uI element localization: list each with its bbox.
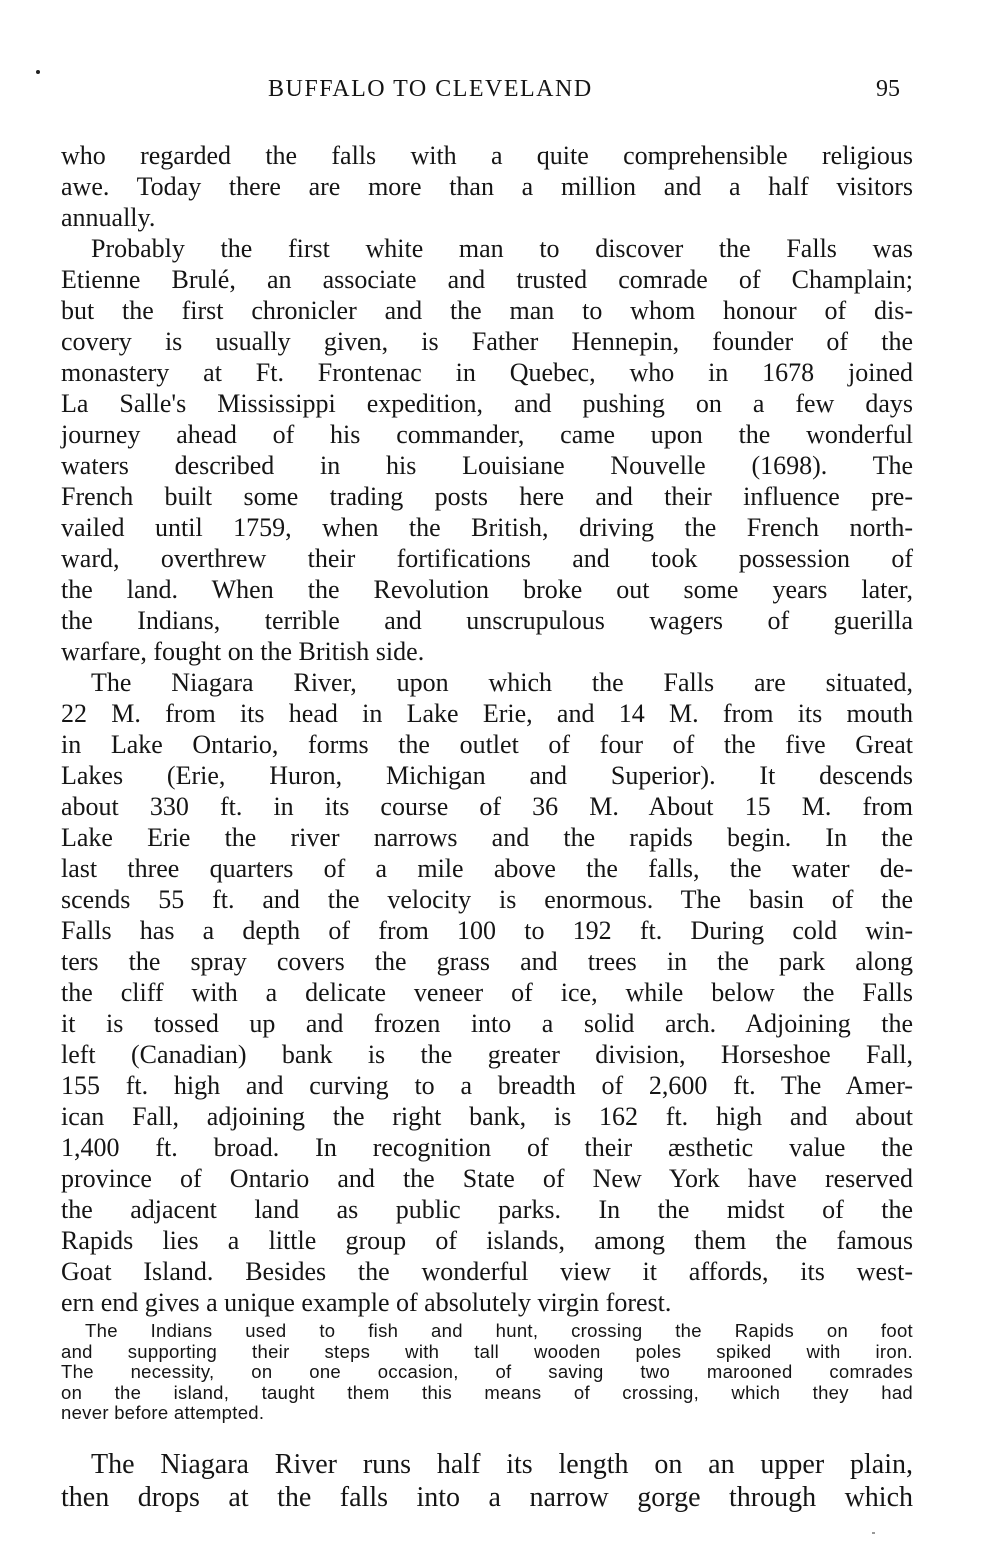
text-line: 22 M. from its head in Lake Erie, and 14 M. from its mouth bbox=[61, 699, 913, 728]
small-print-line: and supporting their steps with tall wooden poles spiked with iron. bbox=[61, 1340, 913, 1362]
text-line: in Lake Ontario, forms the outlet of four of the five Great bbox=[61, 730, 913, 759]
continuation-text-block bbox=[61, 1448, 913, 1514]
text-line: the cliff with a delicate veneer of ice, while below the Falls bbox=[61, 978, 913, 1007]
small-print-line: never before attempted. bbox=[61, 1402, 265, 1423]
text-line: ern end gives a unique example of absolutely virgin forest. bbox=[61, 1288, 672, 1317]
text-line: scends 55 ft. and the velocity is enormous. The basin of the bbox=[61, 885, 913, 914]
text-line: the land. When the Revolution broke out some years later, bbox=[61, 575, 913, 604]
text-line: about 330 ft. in its course of 36 M. About 15 M. from bbox=[61, 792, 913, 821]
text-line: The Niagara River, upon which the Falls are situated, bbox=[91, 668, 913, 697]
small-print-line: The necessity, on one occasion, of saving two marooned comrades bbox=[61, 1361, 913, 1382]
text-line: monastery at Ft. Frontenac in Quebec, who in 1678 joined bbox=[61, 358, 913, 387]
text-line: waters described in his Louisiane Nouvelle (1698). The bbox=[61, 451, 913, 480]
text-line: Goat Island. Besides the wonderful view it affords, its west- bbox=[61, 1257, 913, 1286]
text-line: French built some trading posts here and their influence pre- bbox=[61, 482, 913, 511]
text-line: The Niagara River runs half its length on an upper plain, bbox=[91, 1449, 913, 1480]
small-print-block bbox=[61, 1321, 913, 1424]
text-line: the adjacent land as public parks. In the midst of the bbox=[61, 1195, 913, 1224]
text-line: Etienne Brulé, an associate and trusted comrade of Champlain; bbox=[61, 265, 913, 294]
text-line: it is tossed up and frozen into a solid arch. Adjoining the bbox=[61, 1009, 913, 1038]
text-line: ican Fall, adjoining the right bank, is 162 ft. high and about bbox=[61, 1102, 913, 1131]
text-line: Lake Erie the river narrows and the rapids begin. In the bbox=[61, 823, 913, 852]
text-line: ward, overthrew their fortifications and took possession of bbox=[61, 544, 913, 573]
text-line: but the first chronicler and the man to whom honour of dis- bbox=[61, 296, 913, 325]
text-line: Falls has a depth of from 100 to 192 ft. During cold win- bbox=[61, 916, 913, 945]
text-line: warfare, fought on the British side. bbox=[61, 637, 425, 666]
running-title: BUFFALO TO CLEVELAND bbox=[268, 76, 593, 102]
main-text-block bbox=[61, 140, 913, 1318]
text-line: 1,400 ft. broad. In recognition of their æsthetic value the bbox=[61, 1133, 913, 1162]
text-line: awe. Today there are more than a million and a half visitors bbox=[61, 172, 913, 201]
text-line: then drops at the falls into a narrow gorge through which bbox=[61, 1482, 913, 1513]
text-line: last three quarters of a mile above the falls, the water de- bbox=[61, 854, 913, 883]
text-line: 155 ft. high and curving to a breadth of 2,600 ft. The Amer- bbox=[61, 1071, 913, 1100]
page-number: 95 bbox=[876, 76, 900, 102]
text-line: vailed until 1759, when the British, driving the French north- bbox=[61, 513, 913, 542]
text-line: La Salle's Mississippi expedition, and pushing on a few days bbox=[61, 389, 913, 418]
text-line: who regarded the falls with a quite comprehensible religious bbox=[61, 141, 913, 170]
print-speck bbox=[872, 1532, 875, 1534]
small-print-line: on the island, taught them this means of crossing, which they had bbox=[61, 1381, 913, 1403]
text-line: left (Canadian) bank is the greater division, Horseshoe Fall, bbox=[61, 1040, 913, 1069]
text-line: province of Ontario and the State of New York have reserved bbox=[61, 1164, 913, 1193]
text-line: journey ahead of his commander, came upon the wonderful bbox=[61, 420, 913, 449]
text-line: covery is usually given, is Father Hennepin, founder of the bbox=[61, 327, 913, 356]
text-line: ters the spray covers the grass and trees in the park along bbox=[61, 947, 913, 976]
small-print-line: The Indians used to fish and hunt, crossing the Rapids on foot bbox=[85, 1320, 913, 1341]
text-line: Rapids lies a little group of islands, among them the famous bbox=[61, 1226, 913, 1255]
text-line: Probably the first white man to discover the Falls was bbox=[91, 234, 913, 263]
text-line: annually. bbox=[61, 203, 156, 232]
text-line: Lakes (Erie, Huron, Michigan and Superior). It descends bbox=[61, 761, 913, 790]
text-line: the Indians, terrible and unscrupulous wagers of guerilla bbox=[61, 606, 913, 635]
margin-mark bbox=[36, 70, 40, 74]
